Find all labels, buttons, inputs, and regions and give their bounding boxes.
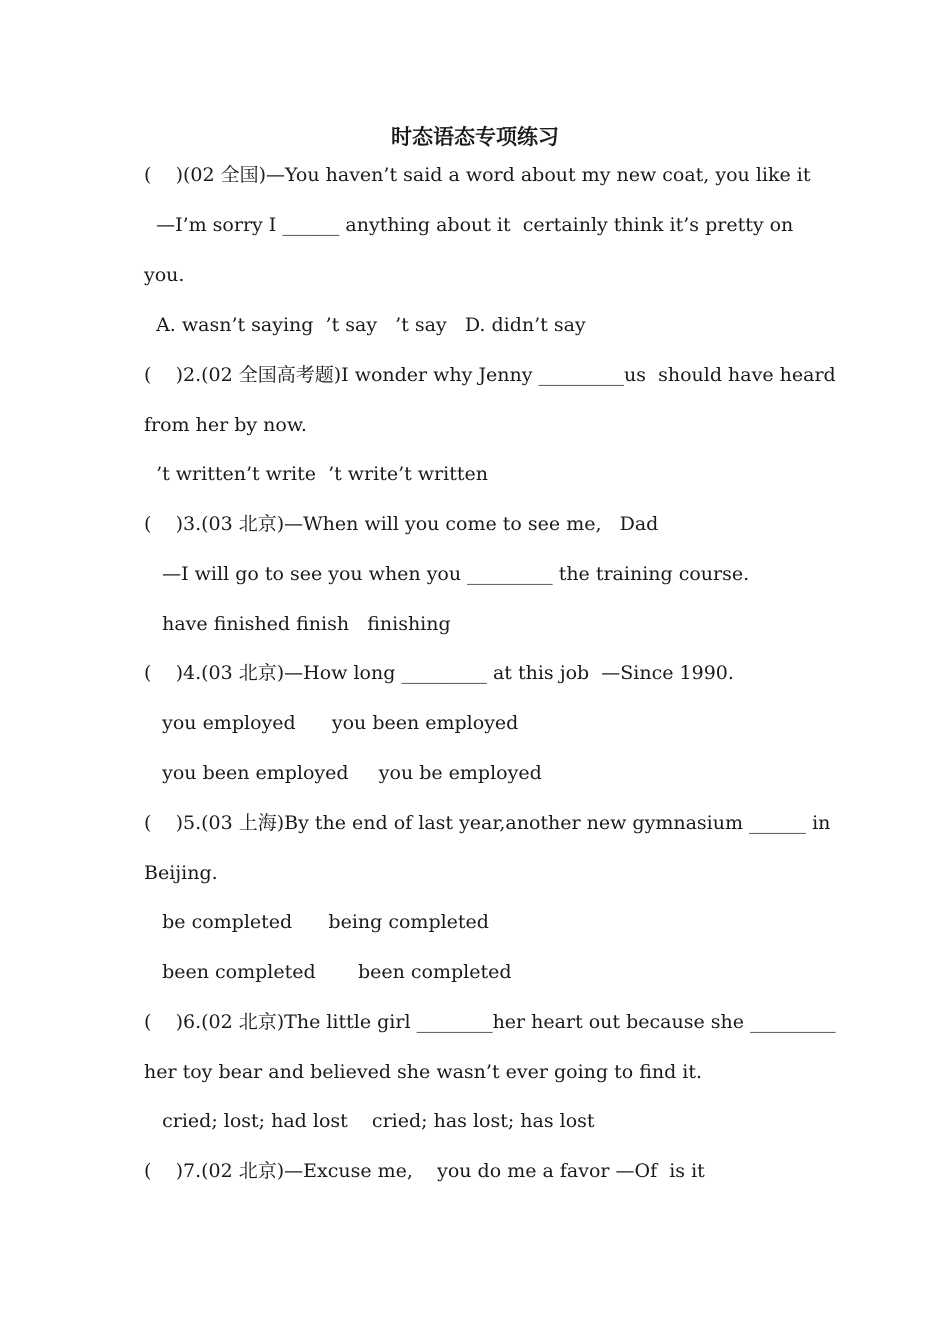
text-line: ( )6.(02 北京)The little girl ________her heart out because she _________	[144, 1011, 836, 1033]
text-line: you.	[144, 264, 185, 286]
text-line: ’t written’t write ’t write’t written	[144, 463, 488, 485]
text-line: ( )2.(02 全国高考题)I wonder why Jenny _________us should have heard	[144, 364, 836, 386]
text-line: ( )7.(02 北京)—Excuse me, you do me a favor —Of is it	[144, 1160, 705, 1182]
text-line: ( )4.(03 北京)—How long _________ at this job —Since 1990.	[144, 662, 734, 684]
text-line: A. wasn’t saying ’t say ’t say D. didn’t say	[144, 314, 586, 336]
text-line: from her by now.	[144, 414, 307, 436]
text-line: you employed you been employed	[144, 712, 519, 734]
text-line: —I will go to see you when you _________ the training course.	[144, 563, 750, 585]
text-line: been completed been completed	[144, 961, 512, 983]
text-line: Beijing.	[144, 862, 218, 884]
text-line: ( )5.(03 上海)By the end of last year,another new gymnasium ______ in	[144, 812, 831, 834]
text-line: be completed being completed	[144, 911, 489, 933]
text-line: cried; lost; had lost cried; has lost; has lost	[144, 1110, 595, 1132]
text-line: you been employed you be employed	[144, 762, 542, 784]
text-line: have finished finish finishing	[144, 613, 451, 635]
text-line: her toy bear and believed she wasn’t ever going to find it.	[144, 1061, 703, 1083]
page-title: 时态语态专项练习	[391, 124, 559, 149]
text-line: ( )3.(03 北京)—When will you come to see me, Dad	[144, 513, 659, 535]
text-line: —I’m sorry I ______ anything about it certainly think it’s pretty on	[144, 214, 794, 236]
text-line: ( )(02 全国)—You haven’t said a word about my new coat, you like it	[144, 164, 811, 186]
